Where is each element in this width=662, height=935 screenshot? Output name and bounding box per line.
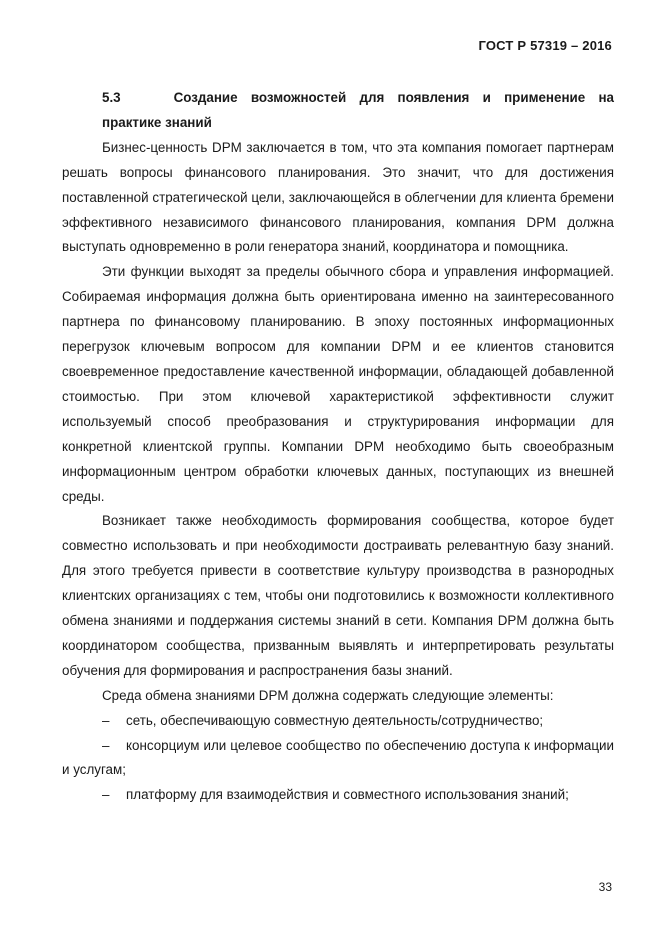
paragraph-3: Возникает также необходимость формирования сообщества, которое будет совместно использовать и при необходимости достраивать релевантную базу знаний. Для этого требуется привести в соответствие культуру производства в разнородных клиентских организациях с тем, чтобы они подготовились к возможности коллективного обмена знаниями и поддержания системы знаний в сети. Компания DPM должна быть координатором сообщества, призванным выявлять и интерпретировать результаты обучения для формирования и распространения базы знаний. — [62, 513, 614, 678]
list-dash: – — [102, 787, 110, 803]
standard-header: ГОСТ Р 57319 – 2016 — [478, 38, 612, 53]
list-item — [62, 709, 614, 734]
list-item — [62, 734, 614, 784]
list-dash: – — [102, 712, 110, 728]
list-item-text: платформу для взаимодействия и совместного использования знаний; — [126, 787, 569, 803]
page-content — [62, 86, 614, 808]
paragraph-2: Эти функции выходят за пределы обычного сбора и управления информацией. Собираемая информация должна быть ориентирована именно на заинтересованного партнера по финансовому планированию. В эпоху постоянных информационных перегрузок ключевым вопросом для компании DPM и ее клиентов становится своевременное предоставление качественной информации, обладающей добавленной стоимостью. При этом ключевой характеристикой эффективности служит используемый способ преобразования и структурирования информации для конкретной клиентской группы. Компании DPM необходимо быть своеобразным информационным центром обработки ключевых данных, поступающих из внешней среды. — [62, 264, 614, 504]
page-number: 33 — [598, 880, 612, 894]
section-heading-continued — [62, 111, 614, 136]
section-title-line1: Создание возможностей для появления и применение на — [173, 90, 614, 105]
list-item-text: консорциум или целевое сообщество по обеспечению доступа к информации и услугам; — [62, 737, 614, 778]
list-item-text: сеть, обеспечивающую совместную деятельность/сотрудничество; — [126, 712, 544, 728]
paragraph-1: Бизнес-ценность DPM заключается в том, что эта компания помогает партнерам решать вопросы финансового планирования. Это значит, что для достижения поставленной стратегической цели, заключающейся в облегчении для клиента бремени эффективного независимого финансового планирования, компания DPM должна выступать одновременно в роли генератора знаний, координатора и помощника. — [62, 139, 614, 255]
section-number: 5.3 — [102, 90, 121, 105]
list-item — [62, 783, 614, 808]
section-heading — [62, 86, 614, 111]
section-title-line2: практике знаний — [102, 114, 212, 130]
paragraph-4: Среда обмена знаниями DPM должна содержать следующие элементы: — [102, 687, 554, 703]
list-dash: – — [102, 737, 110, 753]
